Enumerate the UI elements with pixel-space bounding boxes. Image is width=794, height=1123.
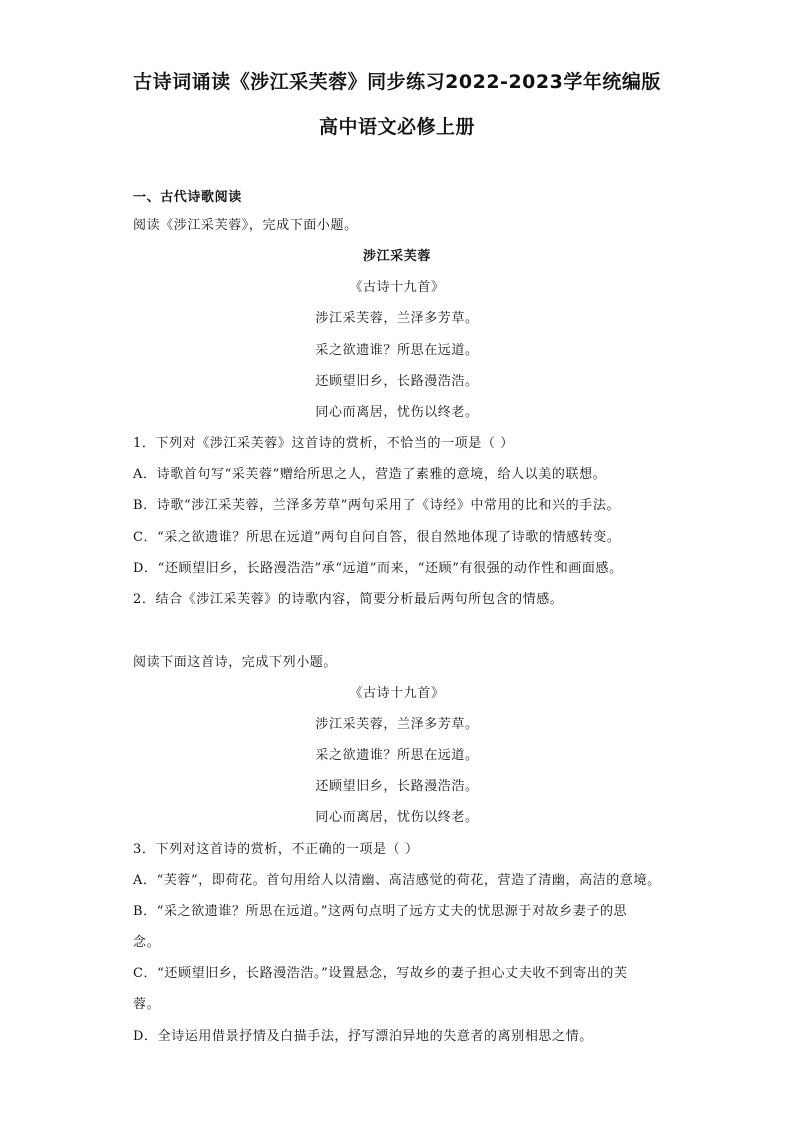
question-3-stem: 3．下列对这首诗的赏析，不正确的一项是（ ） [133,842,419,857]
reading-instruction-1: 阅读《涉江采芙蓉》，完成下面小题。 [133,218,358,233]
question-3-option-c-continued: 蓉。 [133,997,161,1012]
question-3-option-b: B．“采之欲遗谁？所思在远道。”这两句点明了远方丈夫的忧思源于对故乡妻子的思 [133,904,628,919]
question-1-option-b: B．诗歌“涉江采芙蓉，兰泽多芳草”两句采用了《诗经》中常用的比和兴的手法。 [133,498,621,513]
poem-2-line: 还顾望旧乡，长路漫浩浩。 [315,779,479,794]
poem-2-line: 采之欲遗谁？所思在远道。 [315,748,479,763]
question-3-option-b-continued: 念。 [133,935,161,950]
question-1-option-c: C．“采之欲遗谁？所思在远道”两句自问自答，很自然地体现了诗歌的情感转变。 [133,530,621,545]
poem-1-line: 还顾望旧乡，长路漫浩浩。 [315,374,479,389]
question-1-option-a: A．诗歌首句写“采芙蓉”赠给所思之人，营造了素雅的意境，给人以美的联想。 [133,467,607,482]
reading-instruction-2: 阅读下面这首诗，完成下列小题。 [133,655,338,670]
question-3-option-d: D．全诗运用借景抒情及白描手法，抒写漂泊异地的失意者的离别相思之情。 [133,1029,593,1044]
poem-2-source: 《古诗十九首》 [349,686,445,701]
poem-1-line: 同心而离居，忧伤以终老。 [315,405,479,420]
section-heading: 一、古代诗歌阅读 [133,190,242,205]
question-3-option-a: A．“芙蓉”，即荷花。首句用给人以清幽、高洁感觉的荷花，营造了清幽，高洁的意境。 [133,873,661,888]
question-1-stem: 1．下列对《涉江采芙蓉》这首诗的赏析，不恰当的一项是（ ） [133,436,514,451]
question-2-stem: 2．结合《涉江采芙蓉》的诗歌内容，简要分析最后两句所包含的情感。 [133,592,564,607]
poem-1-source: 《古诗十九首》 [349,280,445,295]
poem-1-line: 采之欲遗谁？所思在远道。 [315,343,479,358]
question-3-option-c: C．“还顾望旧乡，长路漫浩浩。”设置悬念，写故乡的妻子担心丈夫收不到寄出的芙 [133,966,628,981]
poem-2-line: 同心而离居，忧伤以终老。 [315,810,479,825]
document-title-line-2: 高中语文必修上册 [318,116,475,138]
document-title-line-1: 古诗词诵读《涉江采芙蓉》同步练习2022-2023学年统编版 [133,71,661,93]
poem-1-title: 涉江采芙蓉 [362,249,431,264]
poem-1-line: 涉江采芙蓉，兰泽多芳草。 [315,311,479,326]
poem-2-line: 涉江采芙蓉，兰泽多芳草。 [315,717,479,732]
question-1-option-d: D．“还顾望旧乡，长路漫浩浩”承“远道”而来，“还顾”有很强的动作性和画面感。 [133,561,623,576]
